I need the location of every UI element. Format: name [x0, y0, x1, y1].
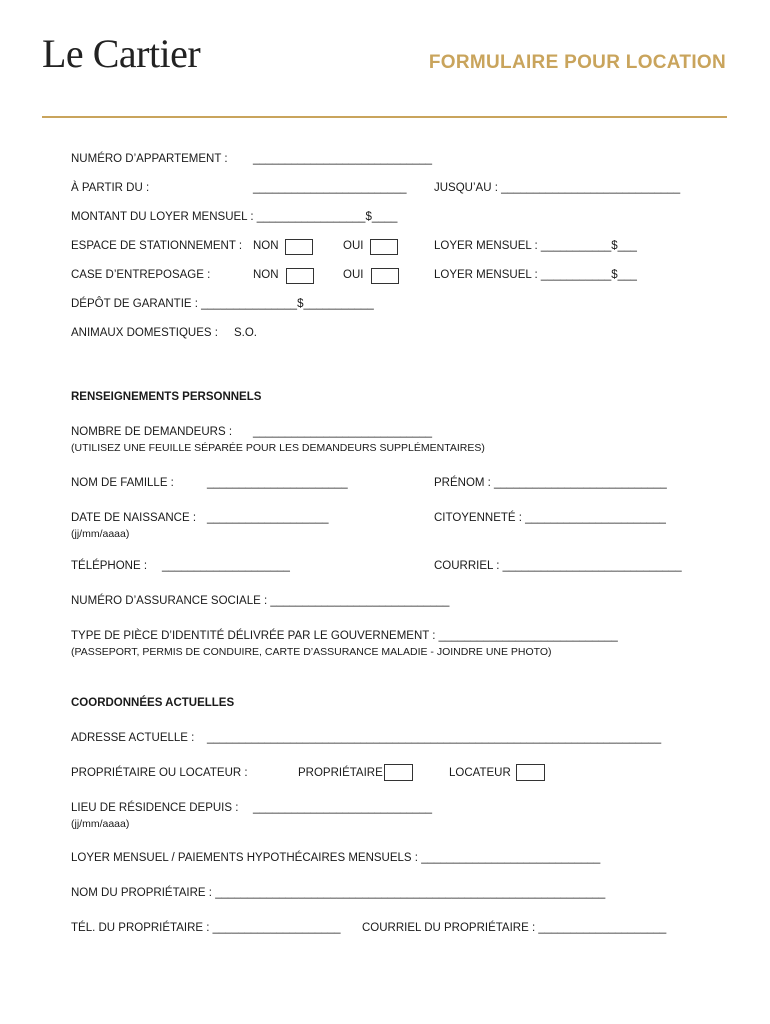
start-date-field[interactable]: ________________________ [253, 182, 407, 194]
storage-non-checkbox[interactable] [286, 268, 314, 284]
applicants-count-field[interactable]: ____________________________ [253, 426, 433, 438]
monthly-payment-field[interactable]: LOYER MENSUEL / PAIEMENTS HYPOTHÉCAIRES MENSUELS : ____________________________ [71, 852, 601, 864]
sin-field[interactable]: NUMÉRO D’ASSURANCE SOCIALE : ____________________________ [71, 595, 450, 607]
current-address-field[interactable]: _______________________________________________________________________ [207, 732, 662, 744]
parking-label: ESPACE DE STATIONNEMENT : [71, 240, 243, 252]
owner-option-label: PROPRIÉTAIRE [298, 767, 383, 779]
pets-label: ANIMAUX DOMESTIQUES : [71, 327, 218, 339]
landlord-name-field[interactable]: NOM DU PROPRIÉTAIRE : _____________________________________________________________ [71, 887, 606, 899]
citizenship-field[interactable]: CITOYENNETÉ : ______________________ [434, 512, 666, 524]
storage-oui-label: OUI [343, 269, 364, 281]
storage-label: CASE D’ENTREPOSAGE : [71, 269, 211, 281]
parking-non-label: NON [253, 240, 279, 252]
birth-date-format: (jj/mm/aaaa) [71, 528, 130, 540]
email-field[interactable]: COURRIEL : ____________________________ [434, 560, 682, 572]
current-address-label: ADRESSE ACTUELLE : [71, 732, 195, 744]
landlord-phone-field[interactable]: TÉL. DU PROPRIÉTAIRE : ____________________ [71, 922, 341, 934]
personal-info-heading: RENSEIGNEMENTS PERSONNELS [71, 391, 262, 403]
storage-rent-field[interactable]: LOYER MENSUEL : ___________$___ [434, 269, 637, 281]
residence-since-field[interactable]: ____________________________ [253, 802, 433, 814]
apartment-number-field[interactable]: ____________________________ [253, 153, 433, 165]
applicants-count-label: NOMBRE DE DEMANDEURS : [71, 426, 233, 438]
birth-date-field[interactable]: ___________________ [207, 512, 329, 524]
tenant-checkbox[interactable] [516, 764, 545, 781]
brand-logo: Le Cartier [42, 31, 201, 76]
id-type-field[interactable]: TYPE DE PIÈCE D’IDENTITÉ DÉLIVRÉE PAR LE GOUVERNEMENT : ____________________________ [71, 630, 618, 642]
tenant-option-label: LOCATEUR [449, 767, 511, 779]
phone-field[interactable]: ____________________ [162, 560, 290, 572]
parking-oui-checkbox[interactable] [370, 239, 398, 255]
birth-date-label: DATE DE NAISSANCE : [71, 512, 197, 524]
pets-value: S.O. [234, 327, 258, 339]
storage-oui-checkbox[interactable] [371, 268, 399, 284]
end-date-field[interactable]: JUSQU’AU : ____________________________ [434, 182, 681, 194]
first-name-field[interactable]: PRÉNOM : ___________________________ [434, 477, 667, 489]
current-address-heading: COORDONNÉES ACTUELLES [71, 697, 235, 709]
residence-since-label: LIEU DE RÉSIDENCE DEPUIS : [71, 802, 239, 814]
parking-oui-label: OUI [343, 240, 364, 252]
phone-label: TÉLÉPHONE : [71, 560, 148, 572]
landlord-email-field[interactable]: COURRIEL DU PROPRIÉTAIRE : ____________________ [362, 922, 667, 934]
parking-rent-field[interactable]: LOYER MENSUEL : ___________$___ [434, 240, 637, 252]
last-name-field[interactable]: ______________________ [207, 477, 348, 489]
apartment-number-label: NUMÉRO D’APPARTEMENT : [71, 153, 228, 165]
start-date-label: À PARTIR DU : [71, 182, 150, 194]
applicants-note: (UTILISEZ UNE FEUILLE SÉPARÉE POUR LES DEMANDEURS SUPPLÉMENTAIRES) [71, 442, 485, 454]
owner-or-tenant-label: PROPRIÉTAIRE OU LOCATEUR : [71, 767, 248, 779]
last-name-label: NOM DE FAMILLE : [71, 477, 174, 489]
monthly-rent-amount-field[interactable]: MONTANT DU LOYER MENSUEL : _________________$____ [71, 211, 398, 223]
parking-non-checkbox[interactable] [285, 239, 313, 255]
storage-non-label: NON [253, 269, 279, 281]
header-divider [42, 116, 727, 118]
form-title: FORMULAIRE POUR LOCATION [428, 52, 726, 73]
residence-since-format: (jj/mm/aaaa) [71, 818, 130, 830]
id-type-note: (PASSEPORT, PERMIS DE CONDUIRE, CARTE D’ASSURANCE MALADIE - JOINDRE UNE PHOTO) [71, 646, 552, 658]
owner-checkbox[interactable] [384, 764, 413, 781]
security-deposit-field[interactable]: DÉPÔT DE GARANTIE : _______________$___________ [71, 298, 374, 310]
